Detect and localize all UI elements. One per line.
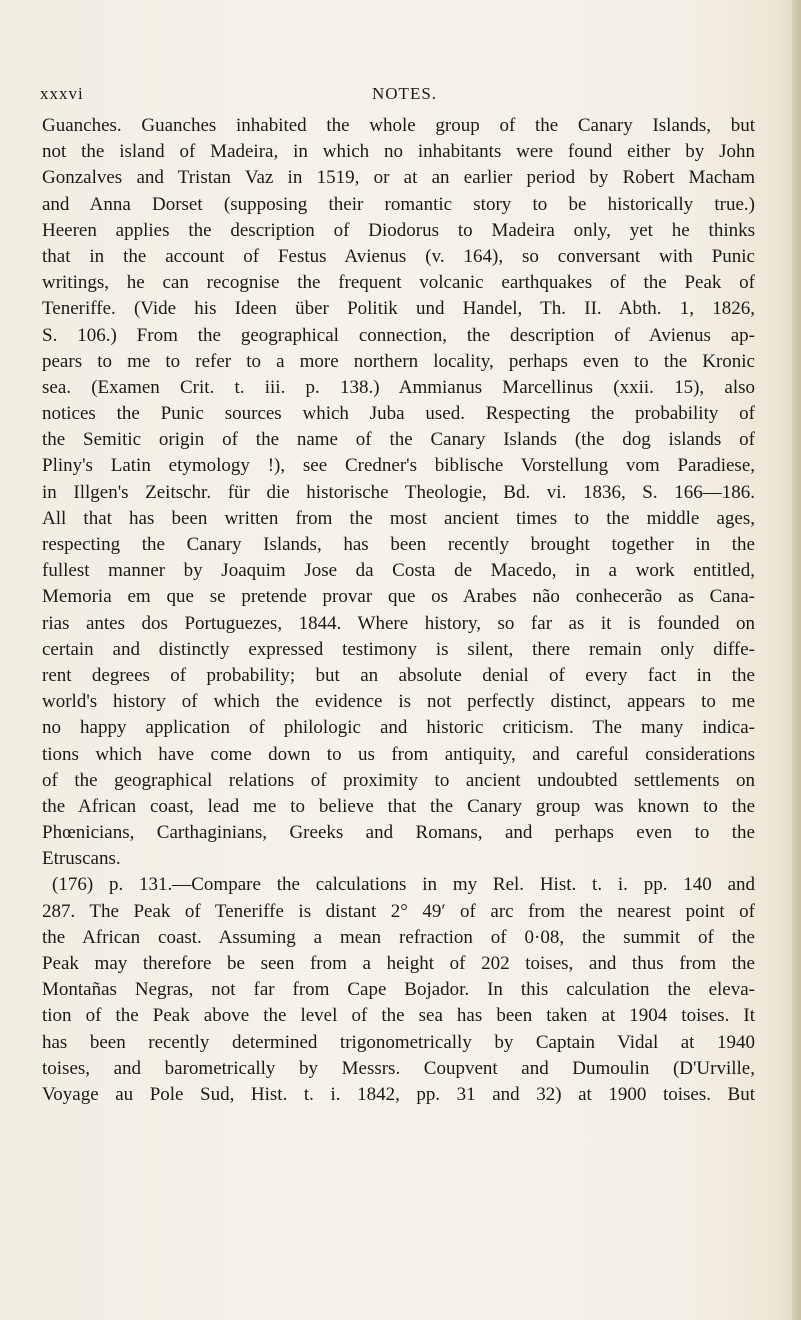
text-line: Guanches. Guanches inhabited the whole group of the Canary Islands, but bbox=[42, 115, 755, 136]
text-line: sea. (Examen Crit. t. iii. p. 138.) Ammianus Marcellinus (xxii. 15), also bbox=[42, 376, 755, 398]
text-line: world's history of which the evidence is not perfectly distinct, appears to me bbox=[42, 691, 755, 713]
text-line: Memoria em que se pretende provar que os Arabes não conhecerão as Cana- bbox=[42, 586, 755, 608]
text-line: toises, and barometrically by Messrs. Coupvent and Dumoulin (D'Urville, bbox=[42, 1057, 755, 1079]
text-line: and Anna Dorset (supposing their romantic story to be historically true.) bbox=[42, 193, 755, 215]
text-line: Peak may therefore be seen from a height of 202 toises, and thus from the bbox=[42, 953, 755, 974]
text-line: All that has been written from the most ancient times to the middle ages, bbox=[42, 507, 755, 529]
text-line: S. 106.) From the geographical connection, the description of Avienus ap- bbox=[42, 324, 755, 346]
text-line: tion of the Peak above the level of the sea has been taken at 1904 toises. It bbox=[42, 1005, 755, 1027]
footnote-line: (176) p. 131.—Compare the calculations in my Rel. Hist. t. i. pp. 140 and bbox=[52, 874, 755, 896]
text-line: in Illgen's Zeitschr. für die historische Theologie, Bd. vi. 1836, S. 166—186. bbox=[42, 481, 755, 503]
text-line: Voyage au Pole Sud, Hist. t. i. 1842, pp. 31 and 32) at 1900 toises. But bbox=[42, 1083, 755, 1105]
text-line: writings, he can recognise the frequent volcanic earthquakes of the Peak of bbox=[42, 272, 755, 294]
text-line: Etruscans. bbox=[42, 848, 121, 870]
page-edge-shadow bbox=[792, 0, 801, 1320]
text-line: tions which have come down to us from antiquity, and careful considerations bbox=[42, 743, 755, 765]
running-header bbox=[40, 84, 760, 110]
text-line: that in the account of Festus Avienus (v. 164), so conversant with Punic bbox=[42, 245, 755, 267]
text-line: the Semitic origin of the name of the Canary Islands (the dog islands of bbox=[42, 429, 755, 451]
text-line: respecting the Canary Islands, has been recently brought together in the bbox=[42, 534, 755, 555]
text-line: not the island of Madeira, in which no inhabitants were found either by John bbox=[42, 141, 755, 163]
text-line: no happy application of philologic and historic criticism. The many indica- bbox=[42, 717, 755, 739]
text-line: Teneriffe. (Vide his Ideen über Politik und Handel, Th. II. Abth. 1, 1826, bbox=[42, 298, 755, 320]
notes-body bbox=[42, 113, 755, 1108]
text-line: 287. The Peak of Teneriffe is distant 2° 49′ of arc from the nearest point of bbox=[42, 900, 755, 922]
text-line: certain and distinctly expressed testimony is silent, there remain only diffe- bbox=[42, 638, 755, 660]
page-number: xxxvi bbox=[40, 84, 84, 103]
text-line: rias antes dos Portuguezes, 1844. Where history, so far as it is founded on bbox=[42, 612, 755, 634]
text-line: Phœnicians, Carthaginians, Greeks and Romans, and perhaps even to the bbox=[42, 822, 755, 844]
text-line: fullest manner by Joaquim Jose da Costa de Macedo, in a work entitled, bbox=[42, 560, 755, 582]
text-line: the African coast. Assuming a mean refraction of 0·08, the summit of the bbox=[42, 926, 755, 948]
text-line: pears to me to refer to a more northern locality, perhaps even to the Kronic bbox=[42, 350, 755, 372]
text-line: the African coast, lead me to believe that the Canary group was known to the bbox=[42, 795, 755, 817]
running-title: NOTES. bbox=[372, 84, 438, 103]
text-line: Pliny's Latin etymology !), see Credner's biblische Vorstellung vom Paradiese, bbox=[42, 455, 755, 477]
text-line: Heeren applies the description of Diodorus to Madeira only, yet he thinks bbox=[42, 219, 755, 241]
text-line: Montañas Negras, not far from Cape Bojador. In this calculation the eleva- bbox=[42, 979, 755, 1001]
text-line: rent degrees of probability; but an absolute denial of every fact in the bbox=[42, 664, 755, 686]
text-line: notices the Punic sources which Juba used. Respecting the probability of bbox=[42, 403, 755, 425]
text-line: of the geographical relations of proximity to ancient undoubted settlements on bbox=[42, 769, 755, 791]
text-line: Gonzalves and Tristan Vaz in 1519, or at an earlier period by Robert Macham bbox=[42, 167, 755, 189]
text-line: has been recently determined trigonometrically by Captain Vidal at 1940 bbox=[42, 1031, 755, 1053]
